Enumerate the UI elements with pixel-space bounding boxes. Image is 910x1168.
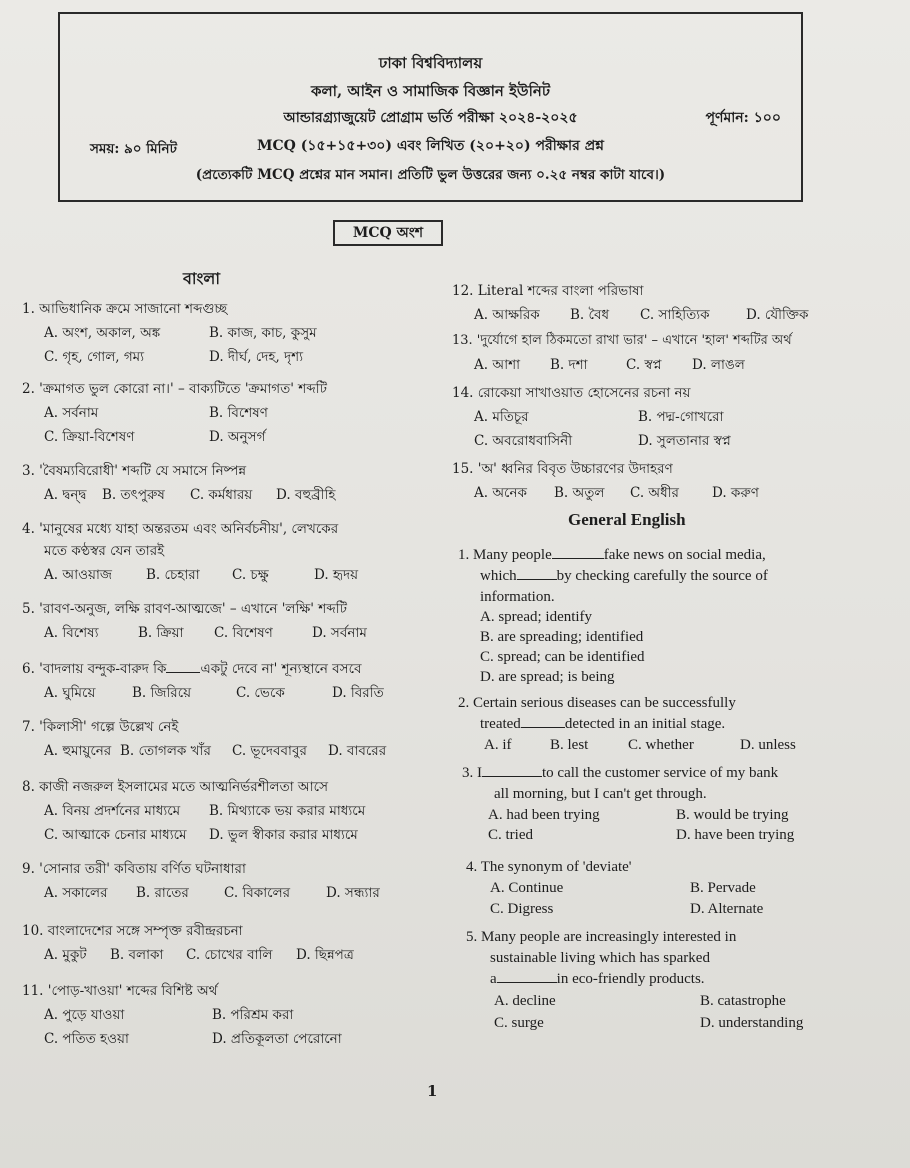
eq3-text-b: to call the customer service of my bank xyxy=(542,765,779,781)
bangla-question-14: 14. রোকেয়া সাখাওয়াত হোসেনের রচনা নয় xyxy=(452,385,691,401)
option-b: B. ক্রিয়া xyxy=(138,625,184,641)
option-b: B. তোগলক খাঁর xyxy=(120,743,211,759)
option-a: A. অংশ, অকাল, অঙ্ক xyxy=(44,325,161,341)
option-a: A. decline xyxy=(494,993,556,1009)
exam-header xyxy=(58,12,803,202)
eq2-blank xyxy=(521,713,565,728)
option-c: C. চক্ষু xyxy=(232,567,269,583)
option-b: B. Pervade xyxy=(690,880,756,896)
bangla-question-5: 5. 'রাবণ-অনুজ, লক্ষি রাবণ-আত্মজে' – এখানে 'লক্ষি' শব্দটি xyxy=(22,601,347,617)
marking-note: (প্রত্যেকটি MCQ প্রশ্নের মান সমান। প্রতিটি ভুল উত্তরের জন্য ০.২৫ নম্বর কাটা যাবে।) xyxy=(195,167,666,183)
option-c: C. বিকালের xyxy=(224,885,291,901)
bangla-question-2: 2. 'ক্রমাগত ভুল কোরো না।' – বাক্যটিতে 'ক্রমাগত' শব্দটি xyxy=(22,381,327,397)
bangla-question-10: 10. বাংলাদেশের সঙ্গে সম্পৃক্ত রবীন্দ্ররচনা xyxy=(22,923,243,939)
bangla-section-title: বাংলা xyxy=(183,269,220,288)
option-a: A. সর্বনাম xyxy=(44,405,99,421)
option-b: B. মিথ্যাকে ভয় করার মাধ্যমে xyxy=(209,803,366,819)
english-question-1-line-1 xyxy=(458,544,766,566)
option-a: A. অনেক xyxy=(474,485,527,501)
option-d: D. Alternate xyxy=(690,901,764,917)
english-question-3-line-2: all morning, but I can't get through. xyxy=(494,786,707,802)
eq2-text-a: treated xyxy=(480,716,521,732)
option-b: B. বলাকা xyxy=(110,947,164,963)
eq1-text-d: by checking carefully the source of xyxy=(556,568,768,584)
bangla-question-8: 8. কাজী নজরুল ইসলামের মতে আত্মনির্ভরশীলতা আসে xyxy=(22,779,328,795)
option-b: B. lest xyxy=(550,737,589,753)
english-question-2-line-1: 2. Certain serious diseases can be successfully xyxy=(458,695,736,711)
eq1-option-b: B. are spreading; identified xyxy=(480,629,644,645)
option-d: D. সন্ধ্যার xyxy=(326,885,380,901)
option-c: C. স্বপ্ন xyxy=(626,357,662,373)
eq3-blank xyxy=(482,762,542,777)
eq1-text-a: 1. Many people xyxy=(458,547,552,563)
option-b: B. বৈধ xyxy=(570,307,610,323)
bangla-question-13: 13. 'দুর্যোগে হাল ঠিকমতো রাখা ভার' – এখানে 'হাল' শব্দটির অর্থ xyxy=(452,333,792,348)
bangla-question-11: 11. 'পোড়-খাওয়া' শব্দের বিশিষ্ট অর্থ xyxy=(22,983,218,999)
option-d: D. করুণ xyxy=(712,485,759,501)
option-a: A. ঘুমিয়ে xyxy=(44,685,96,701)
english-question-4: 4. The synonym of 'deviate' xyxy=(466,859,632,875)
option-d: D. have been trying xyxy=(676,827,795,843)
option-c: C. tried xyxy=(488,827,533,843)
eq1-option-d: D. are spread; is being xyxy=(480,669,615,685)
option-c: C. surge xyxy=(494,1015,544,1031)
option-d: D. unless xyxy=(740,737,796,753)
exam-format: MCQ (১৫+১৫+৩০) এবং লিখিত (২০+২০) পরীক্ষার প্রশ্ন xyxy=(257,138,604,154)
option-c: C. ক্রিয়া-বিশেষণ xyxy=(44,429,135,445)
exam-name: আন্ডারগ্র্যাজুয়েট প্রোগ্রাম ভর্তি পরীক্ষা ২০২৪-২০২৫ xyxy=(283,110,578,126)
option-a: A. পুড়ে যাওয়া xyxy=(44,1007,125,1023)
option-d: D. সুলতানার স্বপ্ন xyxy=(638,433,731,449)
option-a: A. বিনয় প্রদর্শনের মাধ্যমে xyxy=(44,803,181,819)
bangla-question-15: 15. 'অ' ধ্বনির বিবৃত উচ্চারণের উদাহরণ xyxy=(452,461,673,477)
english-section-title: General English xyxy=(568,510,686,529)
page-number: 1 xyxy=(427,1082,438,1100)
eq1-blank-1 xyxy=(552,544,604,559)
option-d: D. লাঙল xyxy=(692,357,745,373)
option-b: B. catastrophe xyxy=(700,993,786,1009)
option-c: C. ভেকে xyxy=(236,685,285,701)
full-marks: পূর্ণমান: ১০০ xyxy=(705,110,781,126)
eq5-text-b: in eco-friendly products. xyxy=(556,971,705,987)
eq5-text-a: a xyxy=(490,971,497,987)
bangla-question-12: 12. Literal শব্দের বাংলা পরিভাষা xyxy=(452,283,644,299)
eq2-text-b: detected in an initial stage. xyxy=(564,716,726,732)
english-question-1-line-3: information. xyxy=(480,589,555,605)
eq1-text-b: fake news on social media, xyxy=(603,547,766,563)
option-a: A. মতিচূর xyxy=(474,409,529,425)
english-question-2-line-2 xyxy=(480,713,725,735)
option-c: C. পতিত হওয়া xyxy=(44,1031,129,1047)
bangla-question-4: 4. 'মানুষের মধ্যে যাহা অন্তরতম এবং অনির্বচনীয়', লেখকের xyxy=(22,521,339,537)
eq5-blank xyxy=(497,968,557,983)
option-d: D. বিরতি xyxy=(332,685,384,701)
option-a: A. বিশেষ্য xyxy=(44,625,99,641)
option-a: A. আওয়াজ xyxy=(44,567,112,583)
bangla-question-9: 9. 'সোনার তরী' কবিতায় বর্ণিত ঘটনাধারা xyxy=(22,861,246,877)
option-b: B. would be trying xyxy=(676,807,789,823)
option-d: D. সর্বনাম xyxy=(312,625,367,641)
option-c: C. অবরোধবাসিনী xyxy=(474,433,573,449)
option-d: D. ছিন্নপত্র xyxy=(296,947,354,963)
bangla-question-6 xyxy=(22,658,362,680)
option-d: D. হৃদয় xyxy=(314,567,359,583)
option-d: D. দীর্ঘ, দেহ, দৃশ্য xyxy=(209,349,304,365)
option-b: B. বিশেষণ xyxy=(209,405,268,421)
q6-text-before: 6. 'বাদলায় বন্দুক-বারুদ কি xyxy=(22,661,167,677)
option-b: B. চেহারা xyxy=(146,567,200,583)
option-d: D. অনুসর্গ xyxy=(209,429,266,445)
option-c: C. গৃহ, গোল, গম্য xyxy=(44,349,145,365)
option-a: A. হুমায়ুনের xyxy=(44,743,112,759)
english-question-3-line-1 xyxy=(462,762,778,784)
option-b: B. জিরিয়ে xyxy=(132,685,192,701)
english-question-5-line-3 xyxy=(490,968,705,990)
option-b: B. পদ্ম-গোখরো xyxy=(638,409,724,425)
option-c: C. চোখের বালি xyxy=(186,947,273,963)
option-b: B. কাজ, কাচ, কুসুম xyxy=(209,325,317,341)
bangla-question-1: 1. আভিধানিক ক্রমে সাজানো শব্দগুচ্ছ xyxy=(22,301,228,317)
eq3-text-a: 3. I xyxy=(462,765,482,781)
option-c: C. আত্মাকে চেনার মাধ্যমে xyxy=(44,827,187,843)
option-b: B. অতুল xyxy=(554,485,605,501)
option-c: C. Digress xyxy=(490,901,554,917)
option-a: A. had been trying xyxy=(488,807,600,823)
option-a: A. মুকুট xyxy=(44,947,87,963)
option-c: C. অধীর xyxy=(630,485,679,501)
option-a: A. if xyxy=(484,737,512,753)
option-d: D. বাবরের xyxy=(328,743,387,759)
q6-text-after: একটু দেবে না' শূন্যস্থানে বসবে xyxy=(200,661,362,677)
mcq-section-label: MCQ অংশ xyxy=(333,220,443,246)
university-name: ঢাকা বিশ্ববিদ্যালয় xyxy=(378,54,483,72)
eq1-text-c: which xyxy=(480,568,517,584)
q6-blank xyxy=(166,658,200,673)
option-a: A. সকালের xyxy=(44,885,108,901)
option-b: B. রাতের xyxy=(136,885,189,901)
option-a: A. আশা xyxy=(474,357,520,373)
option-d: D. যৌক্তিক xyxy=(746,307,809,323)
option-c: C. ভূদেববাবুর xyxy=(232,743,307,759)
bangla-question-3: 3. 'বৈষম্যবিরোধী' শব্দটি যে সমাসে নিষ্পন্ন xyxy=(22,463,247,479)
option-b: B. দশা xyxy=(550,357,588,373)
eq1-option-a: A. spread; identify xyxy=(480,609,593,625)
option-c: C. কর্মধারয় xyxy=(190,487,253,503)
option-a: A. আক্ষরিক xyxy=(474,307,540,323)
english-question-5-line-1: 5. Many people are increasingly interested in xyxy=(466,929,737,945)
exam-time: সময়: ৯০ মিনিট xyxy=(90,141,177,157)
option-c: C. সাহিত্যিক xyxy=(640,307,710,323)
english-question-1-line-2 xyxy=(480,565,768,587)
option-d: D. ভুল স্বীকার করার মাধ্যমে xyxy=(209,827,358,843)
option-b: B. পরিশ্রম করা xyxy=(212,1007,294,1023)
unit-name: কলা, আইন ও সামাজিক বিজ্ঞান ইউনিট xyxy=(311,82,550,100)
bangla-question-4-cont: মতে কণ্ঠস্বর যেন তারই xyxy=(44,543,165,559)
eq1-blank-2 xyxy=(517,565,557,580)
option-d: D. বহুব্রীহি xyxy=(276,487,336,503)
option-a: A. দ্বন্দ্ব xyxy=(44,487,87,503)
option-d: D. প্রতিকূলতা পেরোনো xyxy=(212,1031,342,1047)
english-question-5-line-2: sustainable living which has sparked xyxy=(490,950,710,966)
option-a: A. Continue xyxy=(490,880,564,896)
option-b: B. তৎপুরুষ xyxy=(102,487,165,503)
option-d: D. understanding xyxy=(700,1015,804,1031)
bangla-question-7: 7. 'কিলাসী' গল্পে উল্লেখ নেই xyxy=(22,719,179,735)
option-c: C. whether xyxy=(628,737,694,753)
eq1-option-c: C. spread; can be identified xyxy=(480,649,645,665)
option-c: C. বিশেষণ xyxy=(214,625,273,641)
